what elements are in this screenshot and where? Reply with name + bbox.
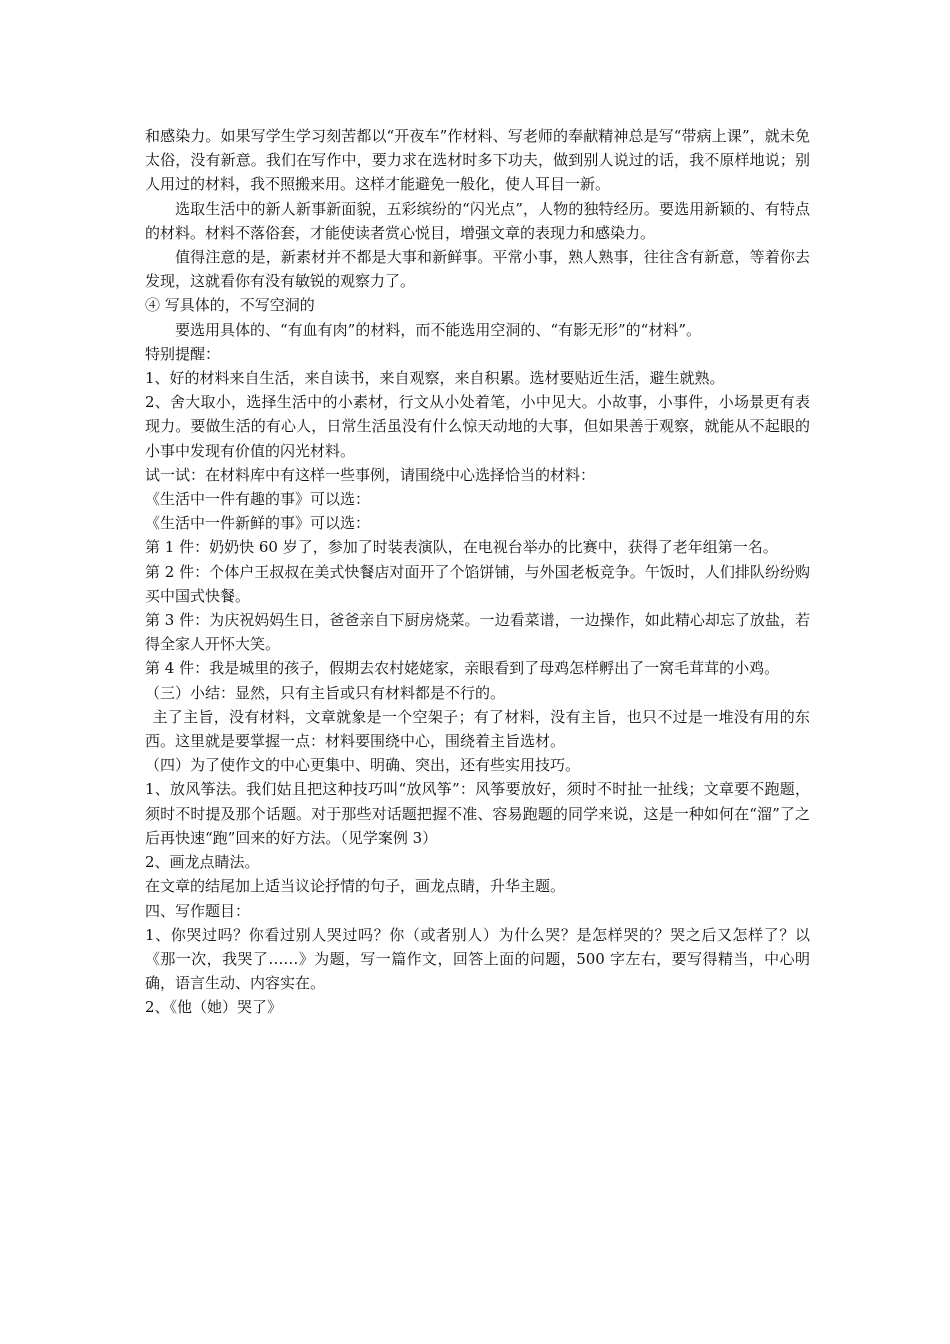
technique-item-2: 2、画龙点睛法。 [145,853,260,872]
paragraph-2: 选取生活中的新人新事新面貌，五彩缤纷的“闪光点”，人物的独特经历。要选用新颖的、有特点的材料。材料不落俗套，才能使读者赏心悦目，增强文章的表现力和感染力。 [145,199,810,242]
writing-topic-2: 2、《他（她）哭了》 [145,998,283,1017]
material-item-2: 第 2 件：个体户王叔叔在美式快餐店对面开了个馅饼铺，与外国老板竞争。午饭时，人们排队纷纷购买中国式快餐。 [145,562,810,605]
tip-item-1: 1、好的材料来自生活，来自读书，来自观察，来自积累。选材要贴近生活，避生就熟。 [145,369,725,388]
paragraph-5: 要选用具体的、“有血有肉”的材料，而不能选用空洞的、“有影无形”的“材料”。 [175,320,702,339]
writing-topic-1: 1、你哭过吗？你看过别人哭过吗？你（或者别人）为什么哭？是怎样哭的？哭之后又怎样了？以《那一次，我哭了……》为题，写一篇作文，回答上面的问题，500 字左右，要写得精当，中心明确，语言生动、内容实在。 [145,925,810,993]
exercise-topic-2: 《生活中一件新鲜的事》可以选： [145,514,371,533]
document-body [145,124,810,1020]
paragraph-3: 值得注意的是，新素材并不都是大事和新鲜事。平常小事，熟人熟事，往往含有新意，等着你去发现，这就看你有没有敏锐的观察力了。 [145,248,810,291]
summary-paragraph: 主了主旨，没有材料，文章就象是一个空架子；有了材料，没有主旨，也只不过是一堆没有用的东西。这里就是要掌握一点：材料要围绕中心，围绕着主旨选材。 [145,707,810,751]
technique-item-2-detail: 在文章的结尾加上适当议论抒情的句子，画龙点睛，升华主题。 [145,877,566,896]
paragraph-1: 和感染力。如果写学生学习刻苦都以“开夜车”作材料、写老师的奉献精神总是写“带病上课”，就未免太俗，没有新意。我们在写作中，要力求在选材时多下功夫，做到别人说过的话，我不原样地说；别人用过的材料，我不照搬来用。这样才能避免一般化，使人耳目一新。 [145,127,810,194]
section-heading-4: ④ 写具体的，不写空洞的 [145,296,315,315]
material-item-1: 第 1 件：奶奶快 60 岁了，参加了时装表演队，在电视台举办的比赛中，获得了老年组第一名。 [145,538,778,557]
material-item-3: 第 3 件：为庆祝妈妈生日，爸爸亲自下厨房烧菜。一边看菜谱，一边操作，如此精心却忘了放盐，若得全家人开怀大笑。 [145,611,810,654]
exercise-topic-1: 《生活中一件有趣的事》可以选： [145,490,371,509]
techniques-heading: （四）为了使作文的中心更集中、明确、突出，还有些实用技巧。 [145,756,581,775]
material-item-4: 第 4 件：我是城里的孩子，假期去农村姥姥家，亲眼看到了母鸡怎样孵出了一窝毛茸茸的小鸡。 [145,659,780,678]
exercise-intro: 试一试：在材料库中有这样一些事例，请围绕中心选择恰当的材料： [145,465,596,484]
writing-topics-heading: 四、写作题目： [145,901,251,920]
tip-item-2: 2、舍大取小，选择生活中的小素材，行文从小处着笔，小中见大。小故事，小事件，小场景更有表现力。要做生活的有心人，日常生活虽没有什么惊天动地的大事，但如果善于观察，就能从不起眼的小事中发现有价值的闪光材料。 [145,393,810,460]
tips-heading: 特别提醒： [145,344,221,363]
summary-heading: （三）小结：显然，只有主旨或只有材料都是不行的。 [145,683,506,702]
technique-item-1: 1、放风筝法。我们姑且把这种技巧叫“放风筝”：风筝要放好，须时不时扯一扯线；文章要不跑题，须时不时提及那个话题。对于那些对话题把握不准、容易跑题的同学来说，这是一种如何在“溜”了之后再快速“跑”回来的好方法。（见学案例 3） [145,780,810,847]
